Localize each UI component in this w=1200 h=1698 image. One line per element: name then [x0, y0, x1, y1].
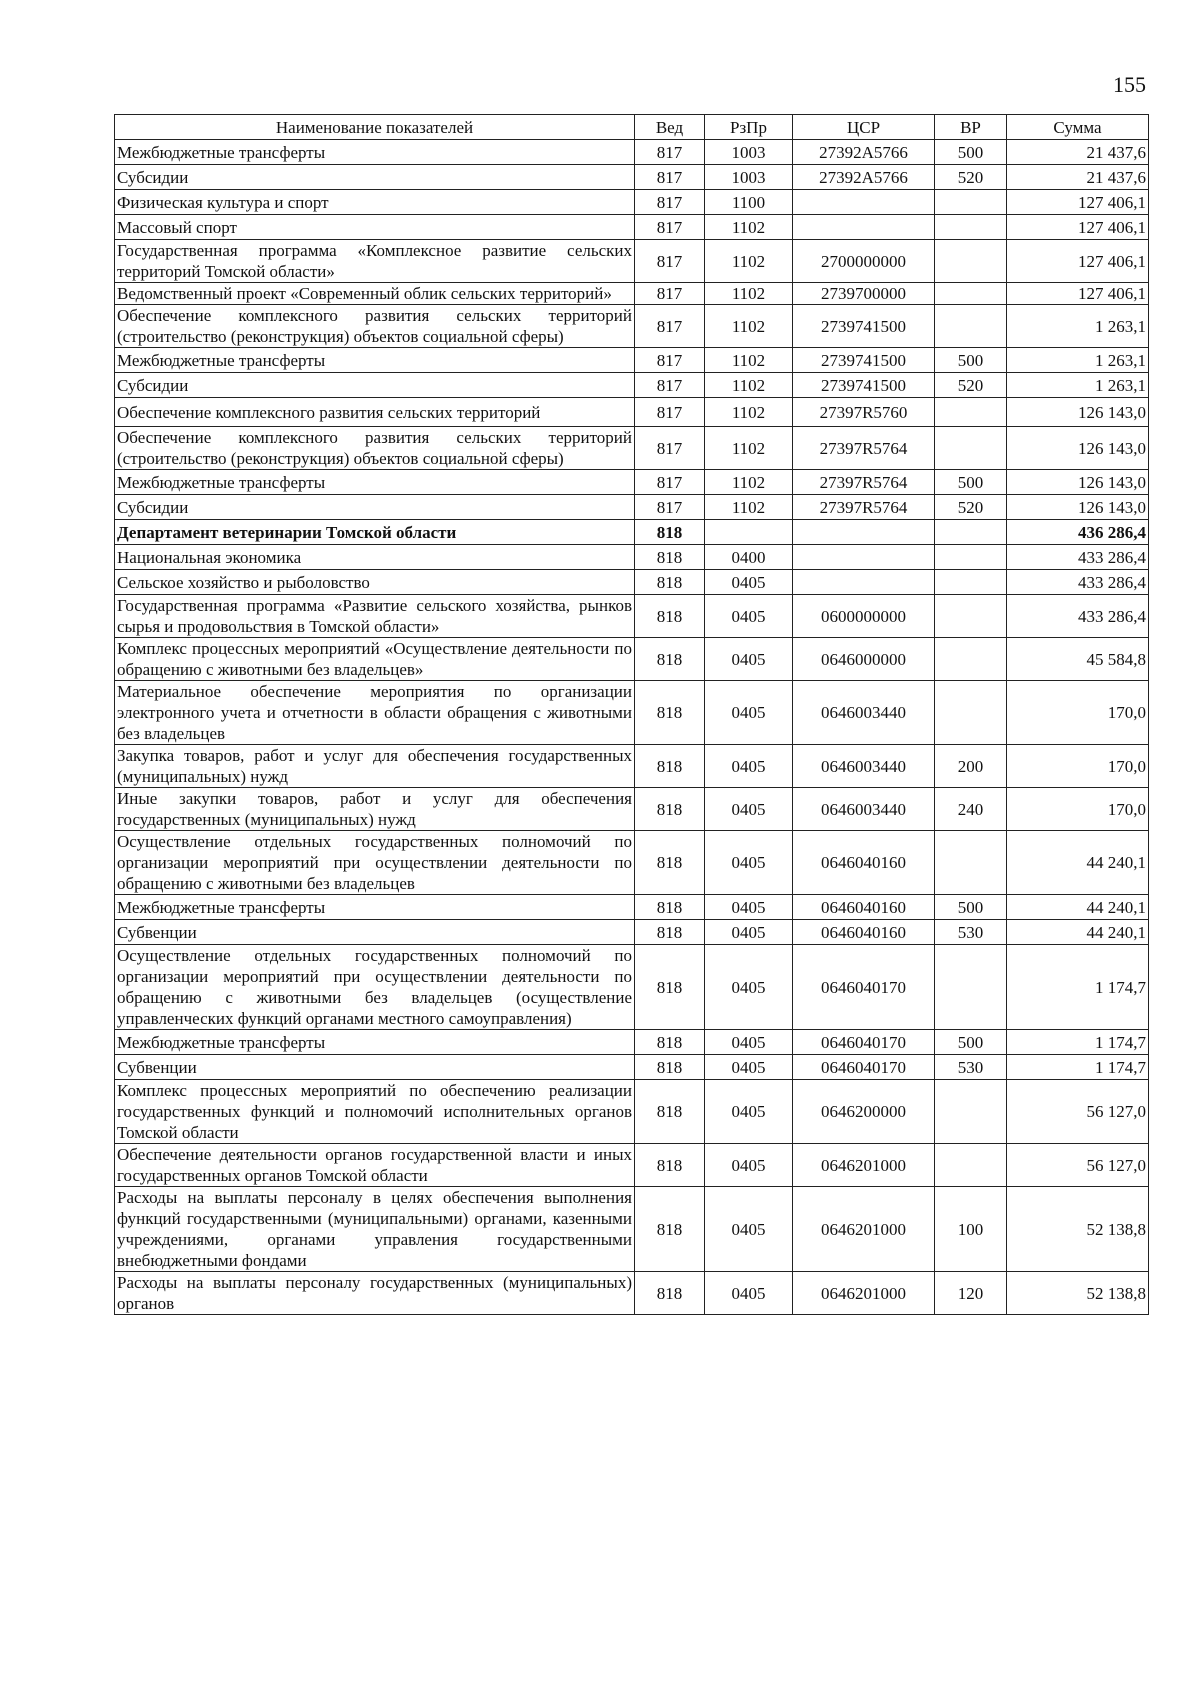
- column-header-vr: ВР: [935, 115, 1007, 140]
- cell-rzpr: 0405: [705, 681, 793, 745]
- table-row: [115, 520, 1149, 545]
- column-header-ved: Вед: [635, 115, 705, 140]
- cell-ved: 818: [635, 545, 705, 570]
- table-row: [115, 240, 1149, 283]
- cell-name: Материальное обеспечение мероприятия по организации электронного учета и отчетности в области обращения с животными без владельцев: [115, 681, 635, 745]
- cell-vr: [935, 283, 1007, 305]
- cell-rzpr: 1003: [705, 165, 793, 190]
- cell-ved: 818: [635, 745, 705, 788]
- cell-csr: 0646003440: [793, 788, 935, 831]
- table-body: [115, 140, 1149, 1315]
- cell-ved: 818: [635, 831, 705, 895]
- cell-rzpr: 0405: [705, 1030, 793, 1055]
- cell-ved: 818: [635, 1080, 705, 1144]
- cell-vr: [935, 520, 1007, 545]
- cell-vr: [935, 427, 1007, 470]
- cell-csr: 0646201000: [793, 1272, 935, 1315]
- cell-csr: 0646040160: [793, 895, 935, 920]
- cell-vr: 120: [935, 1272, 1007, 1315]
- cell-sum: 45 584,8: [1007, 638, 1149, 681]
- cell-csr: 2739741500: [793, 373, 935, 398]
- budget-table: [114, 114, 1149, 1315]
- cell-name: Национальная экономика: [115, 545, 635, 570]
- table-row: [115, 305, 1149, 348]
- cell-csr: 0646200000: [793, 1080, 935, 1144]
- cell-ved: 818: [635, 920, 705, 945]
- cell-vr: 500: [935, 895, 1007, 920]
- cell-vr: 530: [935, 920, 1007, 945]
- cell-vr: [935, 545, 1007, 570]
- cell-vr: [935, 638, 1007, 681]
- cell-csr: 0646201000: [793, 1144, 935, 1187]
- cell-rzpr: 0405: [705, 745, 793, 788]
- cell-sum: 126 143,0: [1007, 427, 1149, 470]
- cell-name: Межбюджетные трансферты: [115, 140, 635, 165]
- cell-csr: 27397R5760: [793, 398, 935, 427]
- cell-ved: 818: [635, 595, 705, 638]
- cell-sum: 127 406,1: [1007, 215, 1149, 240]
- cell-ved: 817: [635, 165, 705, 190]
- cell-name: Сельское хозяйство и рыболовство: [115, 570, 635, 595]
- cell-csr: 27397R5764: [793, 427, 935, 470]
- column-header-csr: ЦСР: [793, 115, 935, 140]
- column-header-name: Наименование показателей: [115, 115, 635, 140]
- cell-vr: 200: [935, 745, 1007, 788]
- cell-vr: 500: [935, 1030, 1007, 1055]
- cell-csr: 0646040160: [793, 831, 935, 895]
- cell-name: Межбюджетные трансферты: [115, 470, 635, 495]
- cell-sum: 126 143,0: [1007, 470, 1149, 495]
- cell-sum: 56 127,0: [1007, 1080, 1149, 1144]
- cell-ved: 818: [635, 1030, 705, 1055]
- cell-ved: 818: [635, 1144, 705, 1187]
- cell-vr: [935, 681, 1007, 745]
- table-row: [115, 945, 1149, 1030]
- cell-name: Государственная программа «Развитие сельского хозяйства, рынков сырья и продовольствия в Томской области»: [115, 595, 635, 638]
- column-header-sum: Сумма: [1007, 115, 1149, 140]
- cell-rzpr: 1102: [705, 305, 793, 348]
- cell-sum: 44 240,1: [1007, 895, 1149, 920]
- cell-ved: 817: [635, 495, 705, 520]
- table-row: [115, 190, 1149, 215]
- cell-ved: 818: [635, 788, 705, 831]
- cell-sum: 44 240,1: [1007, 920, 1149, 945]
- cell-ved: 817: [635, 470, 705, 495]
- cell-rzpr: 0405: [705, 945, 793, 1030]
- cell-rzpr: 1003: [705, 140, 793, 165]
- cell-rzpr: 1102: [705, 398, 793, 427]
- cell-csr: 27397R5764: [793, 495, 935, 520]
- table-row: [115, 283, 1149, 305]
- cell-ved: 817: [635, 190, 705, 215]
- cell-rzpr: 1102: [705, 283, 793, 305]
- cell-sum: 433 286,4: [1007, 595, 1149, 638]
- cell-ved: 818: [635, 1272, 705, 1315]
- table-row: [115, 681, 1149, 745]
- cell-vr: 500: [935, 470, 1007, 495]
- cell-rzpr: 0405: [705, 920, 793, 945]
- table-row: [115, 427, 1149, 470]
- table-row: [115, 165, 1149, 190]
- cell-rzpr: 0405: [705, 570, 793, 595]
- cell-ved: 818: [635, 570, 705, 595]
- table-row: [115, 470, 1149, 495]
- cell-rzpr: 0405: [705, 595, 793, 638]
- cell-name: Обеспечение деятельности органов государственной власти и иных государственных органов Томской области: [115, 1144, 635, 1187]
- cell-sum: 127 406,1: [1007, 283, 1149, 305]
- table-row: [115, 215, 1149, 240]
- table-row: [115, 1272, 1149, 1315]
- cell-sum: 52 138,8: [1007, 1187, 1149, 1272]
- cell-name: Субсидии: [115, 373, 635, 398]
- cell-name: Субсидии: [115, 165, 635, 190]
- cell-name: Департамент ветеринарии Томской области: [115, 520, 635, 545]
- cell-rzpr: 1100: [705, 190, 793, 215]
- cell-sum: 56 127,0: [1007, 1144, 1149, 1187]
- cell-name: Расходы на выплаты персоналу в целях обеспечения выполнения функций государственными (муниципальными) органами, казенными учреждениями, органами управления государственными внебюджетными фондами: [115, 1187, 635, 1272]
- table-row: [115, 1030, 1149, 1055]
- cell-ved: 818: [635, 1187, 705, 1272]
- cell-csr: 0646201000: [793, 1187, 935, 1272]
- cell-csr: 2739700000: [793, 283, 935, 305]
- table-row: [115, 140, 1149, 165]
- cell-rzpr: 1102: [705, 495, 793, 520]
- cell-ved: 818: [635, 1055, 705, 1080]
- table-row: [115, 570, 1149, 595]
- cell-ved: 817: [635, 373, 705, 398]
- table-header-row: [115, 115, 1149, 140]
- cell-rzpr: 0405: [705, 1080, 793, 1144]
- cell-vr: 520: [935, 165, 1007, 190]
- table-row: [115, 831, 1149, 895]
- cell-sum: 433 286,4: [1007, 570, 1149, 595]
- cell-csr: 0646003440: [793, 681, 935, 745]
- cell-rzpr: 1102: [705, 348, 793, 373]
- cell-name: Межбюджетные трансферты: [115, 348, 635, 373]
- table-row: [115, 1144, 1149, 1187]
- cell-vr: [935, 831, 1007, 895]
- cell-csr: 0646040170: [793, 945, 935, 1030]
- cell-rzpr: 1102: [705, 373, 793, 398]
- cell-vr: [935, 945, 1007, 1030]
- cell-ved: 817: [635, 240, 705, 283]
- cell-name: Обеспечение комплексного развития сельских территорий (строительство (реконструкция) объектов социальной сферы): [115, 427, 635, 470]
- table-row: [115, 788, 1149, 831]
- cell-ved: 817: [635, 140, 705, 165]
- cell-sum: 433 286,4: [1007, 545, 1149, 570]
- cell-name: Субвенции: [115, 920, 635, 945]
- cell-csr: [793, 570, 935, 595]
- cell-name: Расходы на выплаты персоналу государственных (муниципальных) органов: [115, 1272, 635, 1315]
- cell-csr: [793, 545, 935, 570]
- table-row: [115, 545, 1149, 570]
- table-row: [115, 595, 1149, 638]
- table-row: [115, 745, 1149, 788]
- cell-csr: 2700000000: [793, 240, 935, 283]
- cell-vr: [935, 305, 1007, 348]
- cell-sum: 170,0: [1007, 745, 1149, 788]
- cell-name: Межбюджетные трансферты: [115, 1030, 635, 1055]
- table-row: [115, 398, 1149, 427]
- cell-ved: 818: [635, 895, 705, 920]
- cell-vr: 520: [935, 373, 1007, 398]
- cell-name: Обеспечение комплексного развития сельских территорий (строительство (реконструкция) объектов социальной сферы): [115, 305, 635, 348]
- cell-name: Осуществление отдельных государственных полномочий по организации мероприятий при осуществлении деятельности по обращению с животными без владельцев: [115, 831, 635, 895]
- cell-ved: 818: [635, 638, 705, 681]
- cell-name: Иные закупки товаров, работ и услуг для обеспечения государственных (муниципальных) нужд: [115, 788, 635, 831]
- cell-name: Комплекс процессных мероприятий «Осуществление деятельности по обращению с животными без владельцев»: [115, 638, 635, 681]
- cell-csr: 0646040170: [793, 1055, 935, 1080]
- cell-name: Межбюджетные трансферты: [115, 895, 635, 920]
- cell-sum: 21 437,6: [1007, 165, 1149, 190]
- cell-rzpr: 0405: [705, 638, 793, 681]
- cell-name: Массовый спорт: [115, 215, 635, 240]
- cell-sum: 127 406,1: [1007, 240, 1149, 283]
- cell-vr: 240: [935, 788, 1007, 831]
- cell-vr: 500: [935, 348, 1007, 373]
- cell-csr: [793, 520, 935, 545]
- table-row: [115, 373, 1149, 398]
- cell-rzpr: 0405: [705, 895, 793, 920]
- cell-csr: 0646040160: [793, 920, 935, 945]
- cell-vr: [935, 1144, 1007, 1187]
- cell-sum: 1 263,1: [1007, 348, 1149, 373]
- cell-vr: [935, 240, 1007, 283]
- cell-rzpr: 1102: [705, 470, 793, 495]
- cell-name: Обеспечение комплексного развития сельских территорий: [115, 398, 635, 427]
- cell-ved: 817: [635, 398, 705, 427]
- cell-ved: 817: [635, 305, 705, 348]
- cell-vr: [935, 215, 1007, 240]
- cell-csr: 0600000000: [793, 595, 935, 638]
- cell-name: Субсидии: [115, 495, 635, 520]
- column-header-rzpr: РзПр: [705, 115, 793, 140]
- cell-ved: 818: [635, 945, 705, 1030]
- table-row: [115, 920, 1149, 945]
- cell-csr: 0646000000: [793, 638, 935, 681]
- table-row: [115, 638, 1149, 681]
- cell-vr: [935, 570, 1007, 595]
- cell-rzpr: 1102: [705, 215, 793, 240]
- cell-csr: 2739741500: [793, 348, 935, 373]
- cell-vr: [935, 1080, 1007, 1144]
- cell-csr: 27392A5766: [793, 165, 935, 190]
- cell-rzpr: 0405: [705, 1187, 793, 1272]
- table-row: [115, 1080, 1149, 1144]
- cell-sum: 52 138,8: [1007, 1272, 1149, 1315]
- cell-csr: 2739741500: [793, 305, 935, 348]
- cell-sum: 1 174,7: [1007, 945, 1149, 1030]
- cell-vr: [935, 398, 1007, 427]
- table-row: [115, 495, 1149, 520]
- cell-sum: 126 143,0: [1007, 495, 1149, 520]
- page-number: 155: [1113, 72, 1146, 97]
- cell-csr: [793, 215, 935, 240]
- cell-rzpr: 0405: [705, 1272, 793, 1315]
- cell-sum: 1 263,1: [1007, 305, 1149, 348]
- cell-rzpr: 1102: [705, 427, 793, 470]
- cell-ved: 818: [635, 520, 705, 545]
- cell-vr: 100: [935, 1187, 1007, 1272]
- table-row: [115, 895, 1149, 920]
- cell-sum: 1 263,1: [1007, 373, 1149, 398]
- cell-csr: 0646003440: [793, 745, 935, 788]
- cell-ved: 817: [635, 215, 705, 240]
- cell-sum: 170,0: [1007, 788, 1149, 831]
- cell-ved: 818: [635, 681, 705, 745]
- cell-vr: [935, 595, 1007, 638]
- cell-sum: 126 143,0: [1007, 398, 1149, 427]
- cell-rzpr: 0405: [705, 1055, 793, 1080]
- cell-ved: 817: [635, 427, 705, 470]
- cell-vr: 530: [935, 1055, 1007, 1080]
- cell-name: Государственная программа «Комплексное развитие сельских территорий Томской области»: [115, 240, 635, 283]
- cell-rzpr: 0405: [705, 788, 793, 831]
- cell-name: Закупка товаров, работ и услуг для обеспечения государственных (муниципальных) нужд: [115, 745, 635, 788]
- cell-sum: 436 286,4: [1007, 520, 1149, 545]
- cell-sum: 1 174,7: [1007, 1030, 1149, 1055]
- cell-ved: 817: [635, 283, 705, 305]
- cell-name: Субвенции: [115, 1055, 635, 1080]
- cell-rzpr: 0405: [705, 1144, 793, 1187]
- cell-name: Осуществление отдельных государственных полномочий по организации мероприятий при осуществлении деятельности по обращению с животными без владельцев (осуществление управленческих функций органами местного самоуправления): [115, 945, 635, 1030]
- table-row: [115, 1055, 1149, 1080]
- cell-rzpr: [705, 520, 793, 545]
- cell-vr: [935, 190, 1007, 215]
- cell-name: Физическая культура и спорт: [115, 190, 635, 215]
- cell-sum: 1 174,7: [1007, 1055, 1149, 1080]
- table-row: [115, 1187, 1149, 1272]
- cell-rzpr: 0400: [705, 545, 793, 570]
- cell-rzpr: 0405: [705, 831, 793, 895]
- cell-sum: 21 437,6: [1007, 140, 1149, 165]
- cell-csr: [793, 190, 935, 215]
- cell-sum: 44 240,1: [1007, 831, 1149, 895]
- cell-rzpr: 1102: [705, 240, 793, 283]
- cell-name: Комплекс процессных мероприятий по обеспечению реализации государственных функций и полномочий исполнительных органов Томской области: [115, 1080, 635, 1144]
- cell-csr: 27397R5764: [793, 470, 935, 495]
- cell-sum: 127 406,1: [1007, 190, 1149, 215]
- table-row: [115, 348, 1149, 373]
- cell-name: Ведомственный проект «Современный облик сельских территорий»: [115, 283, 635, 305]
- cell-ved: 817: [635, 348, 705, 373]
- cell-csr: 27392A5766: [793, 140, 935, 165]
- cell-csr: 0646040170: [793, 1030, 935, 1055]
- cell-sum: 170,0: [1007, 681, 1149, 745]
- cell-vr: 500: [935, 140, 1007, 165]
- cell-vr: 520: [935, 495, 1007, 520]
